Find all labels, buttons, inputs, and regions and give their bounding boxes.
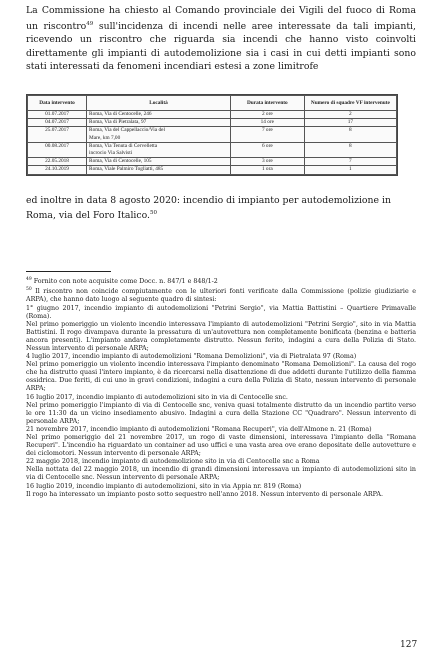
footnote-ref-49[interactable]: 49 bbox=[86, 20, 94, 27]
event-description: Il rogo ha interessato un impianto posto sotto sequestro nell'anno 2018. Nessun intervento di personale ARPA. bbox=[26, 490, 383, 498]
table-row: 01.07.2017 Roma, Via di Centocelle, 246 2 ore 2 bbox=[28, 111, 397, 119]
event-heading: 21 novembre 2017, incendio impianto di autodemolizioni "Romana Recuperi", via dell'Almone n. 21 (Roma) bbox=[26, 425, 372, 433]
intro-text-continued: sull'incidenza di incendi nelle aree interessate da tali impianti, ricevendo un riscontro che riguarda sia incendi che hanno visto coinvolti direttamente gli impianti di autodemolizione sia i casi in cui detti impianti sono stati interessati da fenomeni incendiari estesi a zone limitrofe bbox=[26, 20, 416, 73]
event-heading: 1° giugno 2017, incendio impianto di autodemolizioni "Petrini Sergio", via Mattia Battistini – Quartiere Primavalle (Roma). bbox=[26, 304, 416, 320]
page-number: 127 bbox=[400, 640, 418, 650]
event-heading: 4 luglio 2017, incendio impianto di autodemolizioni "Romana Demolizioni", via di Pietralata 97 (Roma) bbox=[26, 353, 357, 361]
table-row: 25.07.2017 Roma, Via del Cappellaccio/Via del 7 ore 8 bbox=[28, 127, 397, 135]
event-description: Nel primo pomeriggio un violento incendio interessava l'impianto di autodemolizioni "Petrini Sergio", sito in via Mattia Battistini. Il rogo divampava durante la pressatura di un'autovettura non completamente bonificata (benzina e batteria ancora presenti). L'impianto andava completamente distrutto. Nessun ferito, indagini a cura della Polizia di Stato. Nessun intervento di personale ARPA; bbox=[26, 320, 416, 352]
table-row-continuation: Mare, km 7,00 bbox=[28, 135, 397, 143]
event-description: Nella nottata del 22 maggio 2018, un incendio di grandi dimensioni interessava un impianto di autodemolizioni sito in via di Centocelle snc. Nessun intervento di personale ARPA; bbox=[26, 466, 416, 482]
event-description: Nel primo pomeriggio un violento incendio interessava l'impianto denominato "Romana Demolizioni". La causa del rogo che ha distrutto quasi l'intero impianto, è da ricercarsi nella disattenzione di due addetti durante l'utilizzo della fiamma ossidrica. Due feriti, di cui uno in gravi condizioni, indagini a cura della Polizia di Stato, nessun intervento di personale ARPA; bbox=[26, 361, 416, 393]
table-row: 24.10.2019 Roma, Viale Palmiro Togliatti, 485 1 ora 1 bbox=[28, 166, 397, 174]
scanned-table-image bbox=[26, 94, 398, 176]
event-description: Nel primo pomeriggio l'impianto di via di Centocelle snc, veniva quasi totalmente distrutto da un incendio partito verso le ore 11:30 da un vicino insediamento abusivo. Indagini a cura della Stazione CC "Quadraro". Nessun intervento di personale ARPA; bbox=[26, 401, 416, 425]
table-row: 22.05.2018 Roma, Via di Centocelle, 105 3 ore 7 bbox=[28, 158, 397, 166]
table-row-continuation: incrocio Via Salvisti bbox=[28, 150, 397, 158]
footnote-separator bbox=[26, 271, 111, 272]
followup-text: ed inoltre in data 8 agosto 2020: incendio di impianto per autodemolizione in Roma, via del Foro Italico. bbox=[26, 195, 391, 222]
event-heading: 22 maggio 2018, incendio impianto di autodemolizione sito in via di Centocelle snc a Roma bbox=[26, 458, 320, 466]
followup-paragraph bbox=[26, 194, 416, 222]
fire-interventions-table bbox=[27, 95, 397, 175]
table-row: 04.07.2017 Roma, Via di Pietralata, 97 14 ore 17 bbox=[28, 119, 397, 127]
header-date: Data intervento bbox=[28, 96, 87, 111]
header-teams: Numero di squadre VF intervenute bbox=[304, 96, 396, 111]
table-row: 00.08.2017 Roma, Via Tenuta di Cervelletta 6 ore 8 bbox=[28, 142, 397, 150]
intro-paragraph bbox=[26, 4, 416, 74]
event-heading: 16 luglio 2019, incendio impianto di autodemolizioni, sito in via Appia nr. 819 (Roma) bbox=[26, 482, 302, 490]
header-duration: Durata intervento bbox=[230, 96, 304, 111]
footnote-ref-50[interactable]: 50 bbox=[150, 210, 158, 216]
header-location: Località bbox=[87, 96, 231, 111]
intro-text: La Commissione ha chiesto al Comando provinciale dei Vigili del fuoco di Roma un riscontro bbox=[26, 5, 416, 32]
event-heading: 16 luglio 2017, incendio impianto di autodemolizioni sito in via di Centocelle snc. bbox=[26, 393, 288, 401]
footnote-49: $^{49}$ Fornito con note acquisite come Docc. n. 847/1 e 848/1-2 bbox=[26, 277, 218, 286]
footnotes bbox=[26, 276, 416, 499]
footnote-50: $^{50}$ Il riscontro non coincide compiutamente con le ulteriori fonti verificate dalla Commissione (polizie giudiziarie e ARPA), che hanno dato luogo al seguente quadro di sintesi: bbox=[26, 287, 416, 304]
event-description: Nel primo pomeriggio del 21 novembre 2017, un rogo di vaste dimensioni, interessava l'impianto della "Romana Recuperi". L'incendio ha riguardato un container ad uso uffici e una vasta area ove erano depositate delle autovetture e dei ciclomotori. Nessun intervento di personale ARPA; bbox=[26, 434, 416, 458]
table-header-row bbox=[28, 96, 397, 111]
